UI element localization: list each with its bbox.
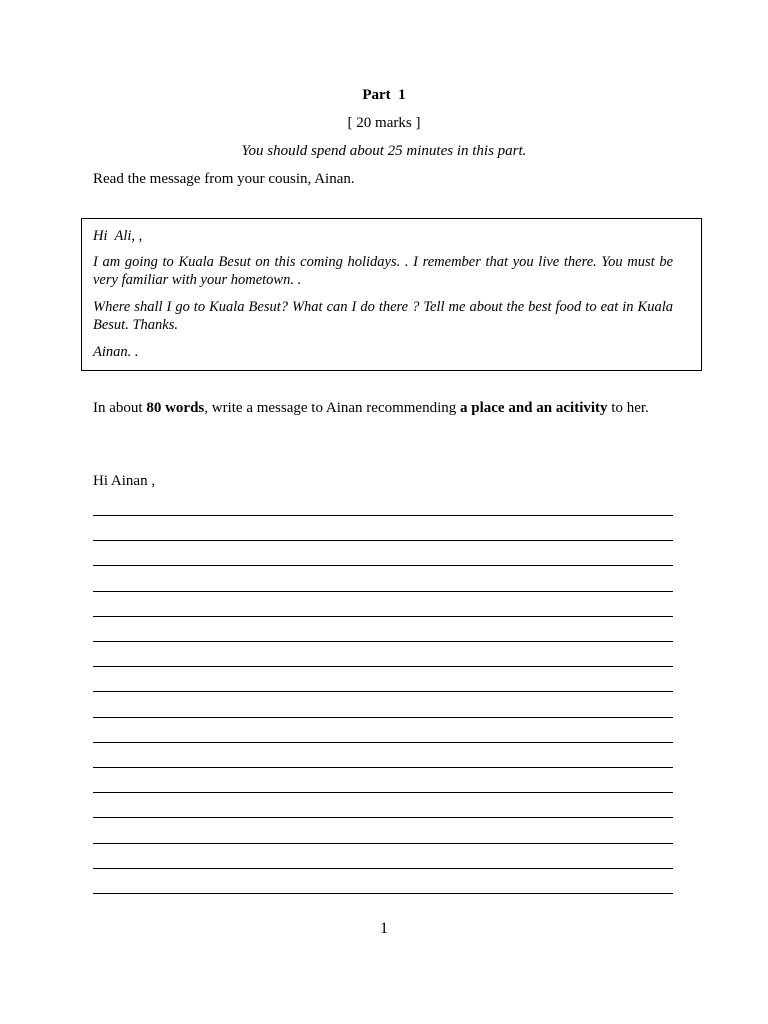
- message-paragraph-1: I am going to Kuala Besut on this coming holidays. . I remember that you live there. You must be very familiar with your hometown. .: [93, 254, 673, 288]
- intro-text: Read the message from your cousin, Ainan.: [93, 171, 355, 187]
- task-word-count: 80 words: [146, 400, 205, 416]
- answer-line[interactable]: [93, 591, 673, 592]
- task-focus: a place and an acitivity: [460, 400, 608, 416]
- reply-greeting: Hi Ainan ,: [93, 473, 156, 489]
- message-signoff: Ainan. .: [93, 344, 139, 360]
- part-title: Part 1: [362, 87, 406, 103]
- task-instruction: [93, 399, 678, 417]
- answer-line[interactable]: [93, 641, 673, 642]
- message-greeting: Hi Ali, ,: [93, 228, 143, 244]
- answer-line[interactable]: [93, 691, 673, 692]
- answer-line[interactable]: [93, 843, 673, 844]
- answer-line[interactable]: [93, 893, 673, 894]
- task-text-3: to her.: [607, 400, 649, 416]
- cousin-message-box: [81, 218, 702, 371]
- answer-line[interactable]: [93, 742, 673, 743]
- answer-line[interactable]: [93, 616, 673, 617]
- answer-line[interactable]: [93, 717, 673, 718]
- task-text-2: , write a message to Ainan recommending: [204, 400, 461, 416]
- answer-line[interactable]: [93, 666, 673, 667]
- answer-line[interactable]: [93, 817, 673, 818]
- answer-line[interactable]: [93, 868, 673, 869]
- answer-line[interactable]: [93, 792, 673, 793]
- marks-label: [ 20 marks ]: [347, 115, 421, 131]
- answer-line[interactable]: [93, 515, 673, 516]
- task-text-1: In about: [93, 400, 147, 416]
- answer-line[interactable]: [93, 540, 673, 541]
- message-paragraph-2: Where shall I go to Kuala Besut? What can I do there ? Tell me about the best food to eat in Kuala Besut. Thanks.: [93, 299, 673, 333]
- answer-line[interactable]: [93, 565, 673, 566]
- time-instruction: You should spend about 25 minutes in this part.: [241, 143, 527, 159]
- page-number: 1: [380, 920, 388, 937]
- answer-line[interactable]: [93, 767, 673, 768]
